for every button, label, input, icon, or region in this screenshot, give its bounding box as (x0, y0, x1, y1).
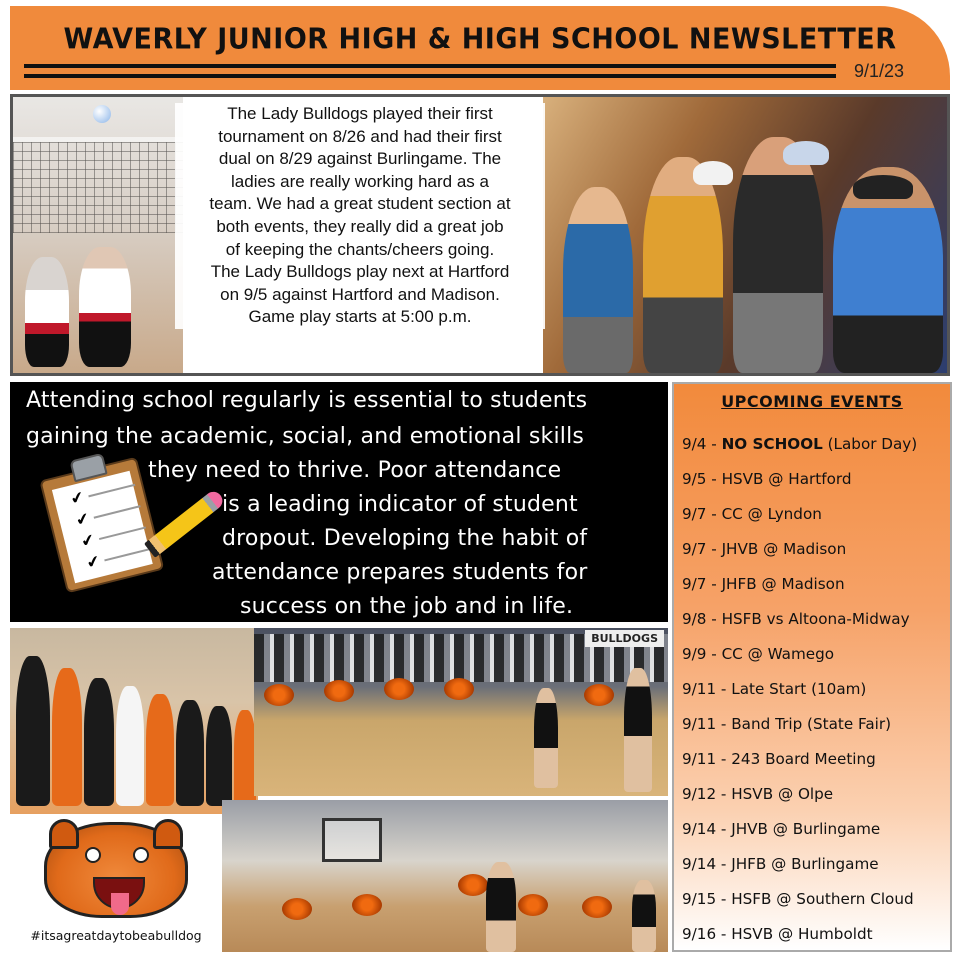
player-figure (52, 668, 82, 806)
newsletter-date: 9/1/23 (853, 61, 904, 81)
pompom-icon (444, 678, 474, 700)
pompom-icon (458, 874, 488, 896)
event-item: 9/14 - JHFB @ Burlingame (682, 855, 879, 873)
pompom-icon (264, 684, 294, 706)
cheerleader-figure (486, 862, 516, 952)
fan-figure (733, 137, 823, 373)
attendance-line: success on the job and in life. (240, 594, 574, 619)
player-figure (206, 706, 232, 806)
cap-icon (693, 161, 733, 185)
player-figure (16, 656, 50, 806)
dog-ear (153, 819, 183, 849)
article-line: team. We had a great student section at (209, 194, 511, 214)
event-item: 9/11 - 243 Board Meeting (682, 750, 876, 768)
checklist-line (94, 505, 141, 519)
player-figure (146, 694, 174, 806)
event-item: 9/15 - HSFB @ Southern Cloud (682, 890, 914, 908)
pompom-icon (518, 894, 548, 916)
player-figure (79, 247, 131, 367)
bulldog-icon (44, 822, 188, 918)
pompom-icon (324, 680, 354, 702)
event-item: 9/9 - CC @ Wamego (682, 645, 835, 663)
football-team-photo (10, 628, 258, 814)
cap-icon (783, 141, 829, 165)
event-item: 9/16 - HSVB @ Humboldt (682, 925, 873, 943)
cheerleader-figure (624, 668, 652, 792)
dog-eye (85, 847, 101, 863)
checkmark-icon: ✔ (84, 550, 102, 573)
pompom-icon (584, 684, 614, 706)
article-line: dual on 8/29 against Burlingame. The (218, 149, 502, 169)
header-rule-top (24, 64, 836, 68)
hashtag-text: #itsagreatdaytobeabulldog (30, 928, 202, 943)
event-item: 9/4 - NO SCHOOL (Labor Day) (682, 435, 918, 453)
bulldog-mascot (10, 818, 222, 952)
attendance-line: gaining the academic, social, and emotional skills (26, 424, 585, 449)
attendance-line: is a leading indicator of student (222, 492, 578, 517)
volleyball-players-photo (13, 97, 183, 373)
player-figure (176, 700, 204, 806)
player-figure (116, 686, 144, 806)
gym-pompom-photo (222, 800, 668, 952)
attendance-line: they need to thrive. Poor attendance (148, 458, 562, 483)
event-item: 9/12 - HSVB @ Olpe (682, 785, 834, 803)
gym-sign: BULLDOGS (585, 630, 664, 647)
article-line: The Lady Bulldogs play next at Hartford (210, 262, 510, 282)
pompom-icon (282, 898, 312, 920)
dog-ear (49, 819, 79, 849)
article-line: Game play starts at 5:00 p.m. (248, 307, 472, 327)
event-item: 9/7 - JHVB @ Madison (682, 540, 847, 558)
gym-cheer-photo (254, 628, 668, 796)
volleyball-net (13, 137, 183, 233)
checklist-line (104, 548, 151, 562)
upcoming-events-panel (672, 382, 952, 952)
checkmark-icon: ✔ (79, 529, 97, 552)
volleyball-icon (93, 105, 111, 123)
newsletter-title: WAVERLY JUNIOR HIGH & HIGH SCHOOL NEWSLETTER (63, 23, 897, 56)
dog-eye (133, 847, 149, 863)
event-item: 9/7 - CC @ Lyndon (682, 505, 822, 523)
article-line: on 9/5 against Hartford and Madison. (220, 284, 500, 304)
event-item: 9/8 - HSFB vs Altoona-Midway (682, 610, 910, 628)
fan-figure (563, 187, 633, 373)
article-line: tournament on 8/26 and had their first (218, 126, 502, 146)
player-figure (84, 678, 114, 806)
newsletter-header (10, 6, 950, 90)
checkmark-icon: ✔ (68, 486, 86, 509)
events-title: UPCOMING EVENTS (721, 392, 903, 411)
attendance-line: Attending school regularly is essential to students (26, 388, 588, 413)
event-item: 9/11 - Band Trip (State Fair) (682, 715, 892, 733)
fan-figure (643, 157, 723, 373)
pompom-icon (582, 896, 612, 918)
volleyball-article (175, 103, 545, 329)
article-line: The Lady Bulldogs played their first (227, 104, 493, 123)
attendance-line: dropout. Developing the habit of (222, 526, 588, 551)
cap-icon (853, 175, 913, 199)
player-figure (25, 257, 69, 367)
pompom-icon (352, 894, 382, 916)
pompom-icon (384, 678, 414, 700)
attendance-section (10, 382, 668, 622)
checklist-line (88, 484, 135, 498)
dog-tongue (111, 893, 129, 915)
dog-mouth (93, 877, 145, 909)
article-line: of keeping the chants/cheers going. (225, 239, 495, 259)
event-item: 9/5 - HSVB @ Hartford (682, 470, 852, 488)
article-line: ladies are really working hard as a (231, 171, 489, 191)
cheerleader-figure (534, 688, 558, 788)
header-rule-bottom (24, 74, 836, 78)
attendance-line: attendance prepares students for (212, 560, 588, 585)
player-figure (234, 710, 256, 806)
event-item: 9/7 - JHFB @ Madison (682, 575, 845, 593)
checkmark-icon: ✔ (73, 508, 92, 530)
event-item: 9/14 - JHVB @ Burlingame (682, 820, 881, 838)
checklist-line (99, 526, 146, 540)
cheerleader-figure (632, 880, 656, 952)
student-section-photo (543, 97, 947, 373)
event-item: 9/11 - Late Start (10am) (682, 680, 867, 698)
basketball-hoop (322, 818, 382, 862)
volleyball-section (10, 94, 950, 376)
events-list (682, 434, 950, 959)
article-line: both events, they really did a great job (216, 216, 504, 236)
